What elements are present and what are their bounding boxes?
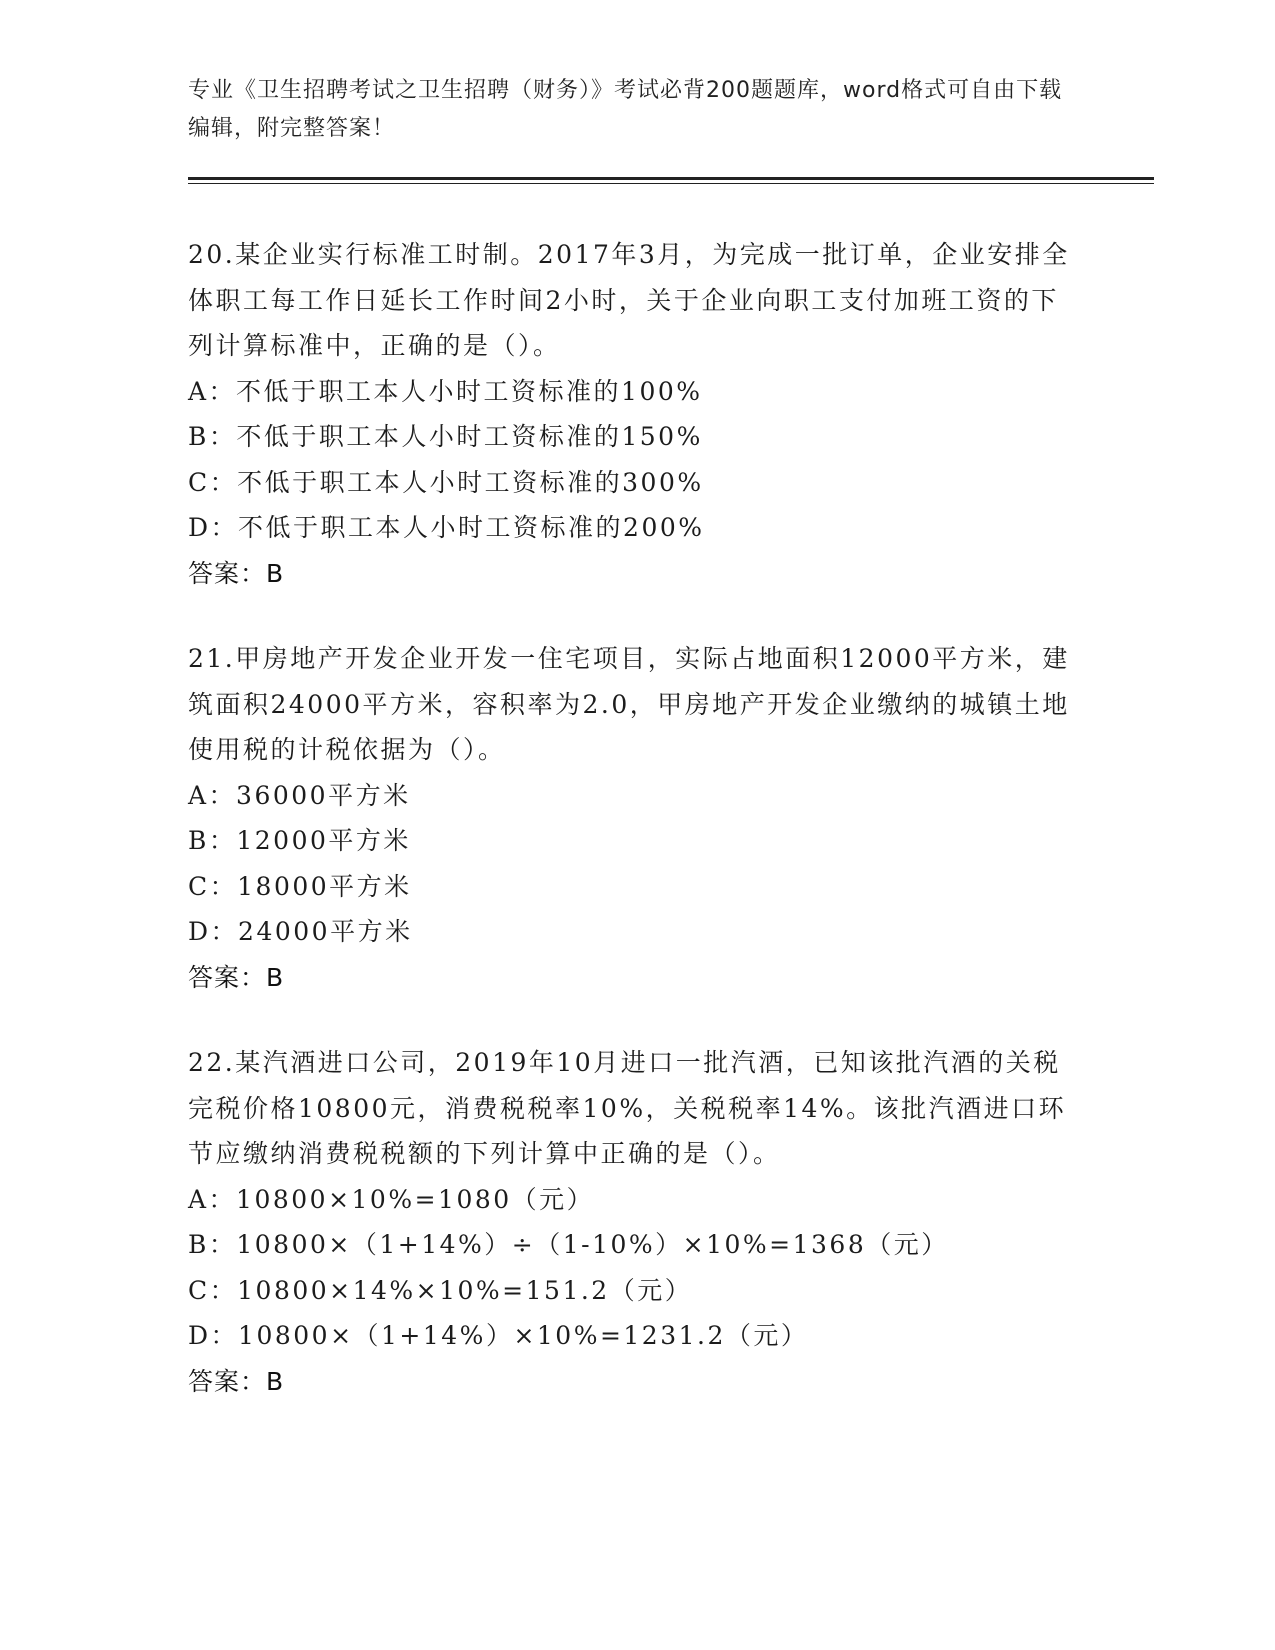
question-22 (188, 1040, 1088, 1404)
option-d: D：10800×（1+14%）×10%=1231.2（元） (188, 1321, 809, 1350)
option-a: A：10800×10%=1080（元） (188, 1184, 595, 1214)
option-d: D：不低于职工本人小时工资标准的200% (188, 513, 705, 542)
option-c: C：10800×14%×10%=151.2（元） (188, 1275, 693, 1305)
header-rule-thin (188, 183, 1154, 184)
option-b: B：10800×（1+14%）÷（1-10%）×10%=1368（元） (188, 1230, 949, 1259)
option-a: A：36000平方米 (188, 780, 411, 810)
answer: 答案：B (188, 558, 285, 588)
document-header: 专业《卫生招聘考试之卫生招聘（财务）》考试必背200题题库，word格式可自由下载编辑，附完整答案！ (188, 78, 1063, 141)
questions-list (188, 232, 1088, 1444)
question-text: 20.某企业实行标准工时制。2017年3月，为完成一批订单，企业安排全体职工每工作日延长工作时间2小时，关于企业向职工支付加班工资的下列计算标准中，正确的是（）。 (188, 240, 1070, 360)
answer: 答案：B (188, 962, 285, 992)
option-b: B：不低于职工本人小时工资标准的150% (188, 422, 703, 451)
question-text: 22.某汽酒进口公司，2019年10月进口一批汽酒，已知该批汽酒的关税完税价格10800元，消费税税率10%，关税税率14%。该批汽酒进口环节应缴纳消费税税额的下列计算中正确的是（）。 (188, 1048, 1067, 1168)
option-c: C：18000平方米 (188, 871, 412, 901)
option-d: D：24000平方米 (188, 917, 413, 946)
question-21 (188, 636, 1088, 1000)
option-a: A：不低于职工本人小时工资标准的100% (188, 376, 703, 406)
header-rule-thick (188, 177, 1154, 180)
answer: 答案：B (188, 1366, 285, 1396)
option-c: C：不低于职工本人小时工资标准的300% (188, 467, 704, 497)
question-20 (188, 232, 1088, 596)
question-text: 21.甲房地产开发企业开发一住宅项目，实际占地面积12000平方米，建筑面积24000平方米，容积率为2.0，甲房地产开发企业缴纳的城镇土地使用税的计税依据为（）。 (188, 644, 1070, 764)
option-b: B：12000平方米 (188, 826, 411, 855)
